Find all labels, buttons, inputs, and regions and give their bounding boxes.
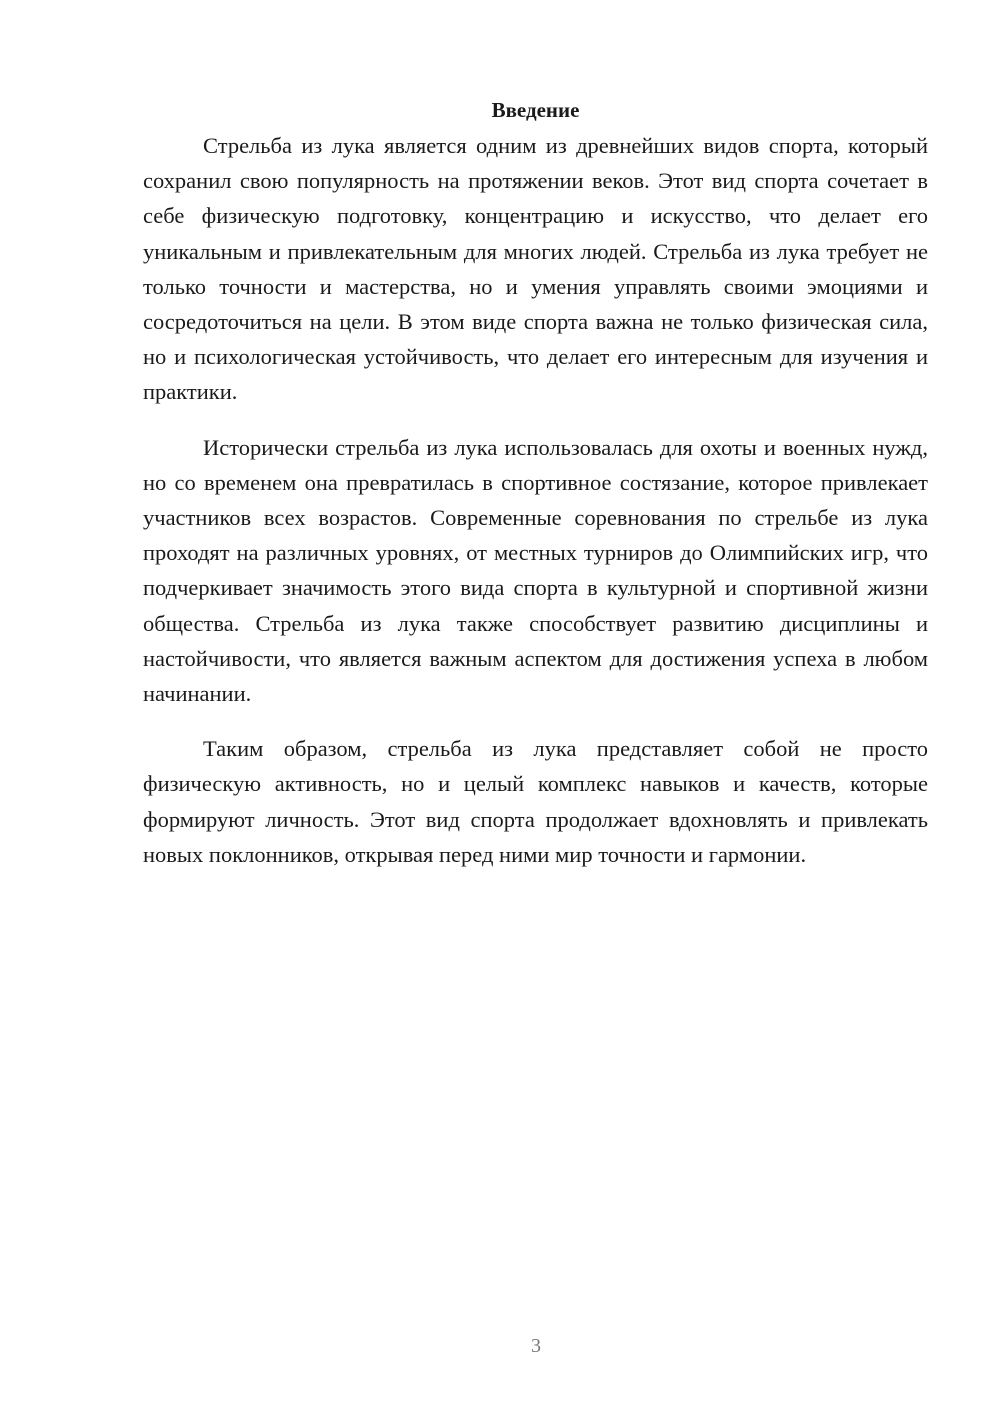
paragraph-3: Таким образом, стрельба из лука представляет собой не просто физическую активность, но и целый комплекс навыков и качеств, которые формируют личность. Этот вид спорта продолжает вдохновлять и привлекать новых поклонников, открывая перед ними мир точности и гармонии. (143, 736, 928, 867)
paragraph-2: Исторически стрельба из лука использовалась для охоты и военных нужд, но со временем она превратилась в спортивное состязание, которое привлекает участников всех возрастов. Современные соревнования по стрельбе из лука проходят на различных уровнях, от местных турниров до Олимпийских игр, что подчеркивает значимость этого вида спорта в культурной и спортивной жизни общества. Стрельба из лука также способствует развитию дисциплины и настойчивости, что является важным аспектом для достижения успеха в любом начинании. (143, 434, 928, 707)
paragraph-1: Стрельба из лука является одним из древнейших видов спорта, который сохранил свою популярность на протяжении веков. Этот вид спорта сочетает в себе физическую подготовку, концентрацию и искусство, что делает его уникальным и привлекательным для многих людей. Стрельба из лука требует не только точности и мастерства, но и умения управлять своими эмоциями и сосредоточиться на цели. В этом виде спорта важна не только физическая сила, но и психологическая устойчивость, что делает его интересным для изучения и практики. (143, 133, 928, 405)
section-title: Введение (491, 98, 580, 122)
page-number: 3 (531, 1335, 541, 1357)
page-content (143, 92, 928, 892)
